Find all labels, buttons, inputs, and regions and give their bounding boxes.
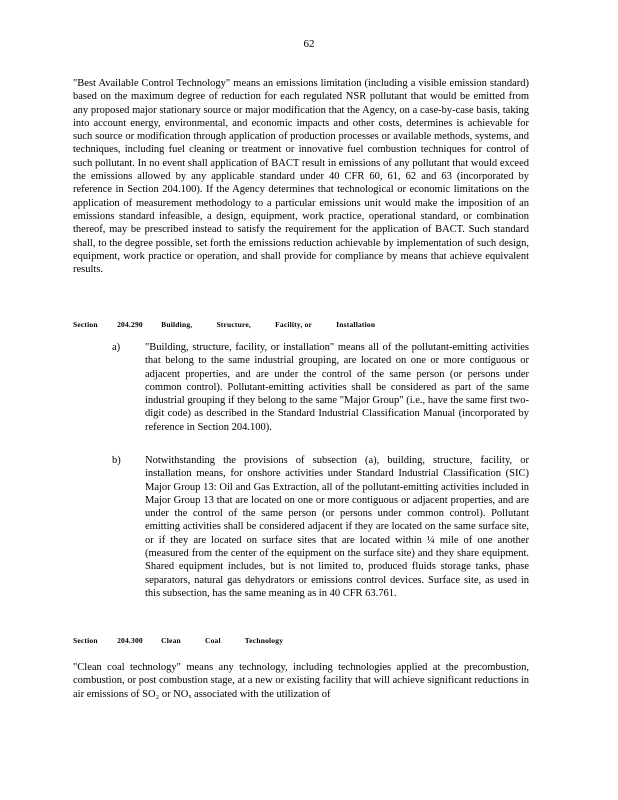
section-title-word: Clean: [161, 636, 181, 645]
subsection-b-label: b): [112, 455, 121, 466]
section-title-word: Coal: [204, 636, 221, 645]
section-title-word: Building,: [161, 320, 193, 329]
section-label: Section: [73, 320, 98, 329]
subsection-a-label: a): [112, 342, 121, 353]
section-title-word: Installation: [336, 320, 376, 329]
section-number: 204.290: [117, 320, 143, 329]
page-number: 62: [303, 38, 315, 50]
section-title-word: Structure,: [216, 320, 252, 329]
subsection-a-text: "Building, structure, facility, or installation" means all of the pollutant-emitting activities that belong to the same industrial grouping, are located on one or more contiguous or adjacent properties, and are under the control of the same person (or persons under common control). Pollutant-emitting activities shall be considered as part of the same industrial grouping if they belong to the same "Major Group" (i.e., have the same first two-digit code) as described in the Standard Industrial Classification Manual (incorporated by reference in Section 204.100).: [145, 342, 529, 433]
bact-definition-paragraph: "Best Available Control Technology" means an emissions limitation (including a visible emission standard) based on the maximum degree of reduction for each regulated NSR pollutant that would be emitted from any proposed major stationary source or major modification that the Agency, on a case-by-case basis, taking into account energy, environmental, and economic impacts and other costs, determines is achievable for such source or modification through application of production processes or available methods, systems, and techniques, including fuel cleaning or treatment or innovative fuel combustion techniques for control of such pollutant. In no event shall application of BACT result in emissions of any pollutant that would exceed the emissions allowed by any applicable standard under 40 CFR 60, 61, 62 and 63 (incorporated by reference in Section 204.100). If the Agency determines that technological or economic limitations on the application of measurement methodology to a particular emissions unit would make the imposition of an emissions standard infeasible, a design, equipment, work practice, operational standard, or combination thereof, may be prescribed instead to satisfy the requirement for the application of BACT. Such standard shall, to the degree possible, set forth the emissions reduction achievable by implementation of such design, equipment, work practice or operation, and shall provide for compliance by means that achieve equivalent results.: [73, 78, 529, 276]
section-title-word: Facility, or: [275, 320, 313, 329]
section-title-word: Technology: [244, 636, 284, 645]
section-label: Section: [73, 636, 98, 645]
clean-coal-definition-paragraph: "Clean coal technology" means any technology, including technologies applied at the precombustion, combustion, or post combustion stage, at a new or existing facility that will achieve significant reductions in air emissions of SO₂ or NOₓ associated with the utilization of: [73, 662, 529, 700]
section-number: 204.300: [117, 636, 143, 645]
subsection-b-text: Notwithstanding the provisions of subsection (a), building, structure, facility, or installation means, for onshore activities under Standard Industrial Classification (SIC) Major Group 13: Oil and Gas Extraction, all of the pollutant-emitting activities included in Major Group 13 that are located on one or more contiguous or adjacent properties, and are under the control of the same person (or persons under common control). Pollutant emitting activities shall be considered adjacent if they are located on the same surface site, or if they are located on surface sites that are located within ¼ mile of one another (measured from the center of the equipment on the surface site) and they share equipment. Shared equipment includes, but is not limited to, produced fluids storage tanks, phase separators, natural gas dehydrators or emissions control devices. Surface site, as used in this subsection, has the same meaning as in 40 CFR 63.761.: [145, 455, 529, 599]
section-heading-204-300: [73, 636, 305, 645]
section-heading-204-290: [73, 320, 397, 329]
